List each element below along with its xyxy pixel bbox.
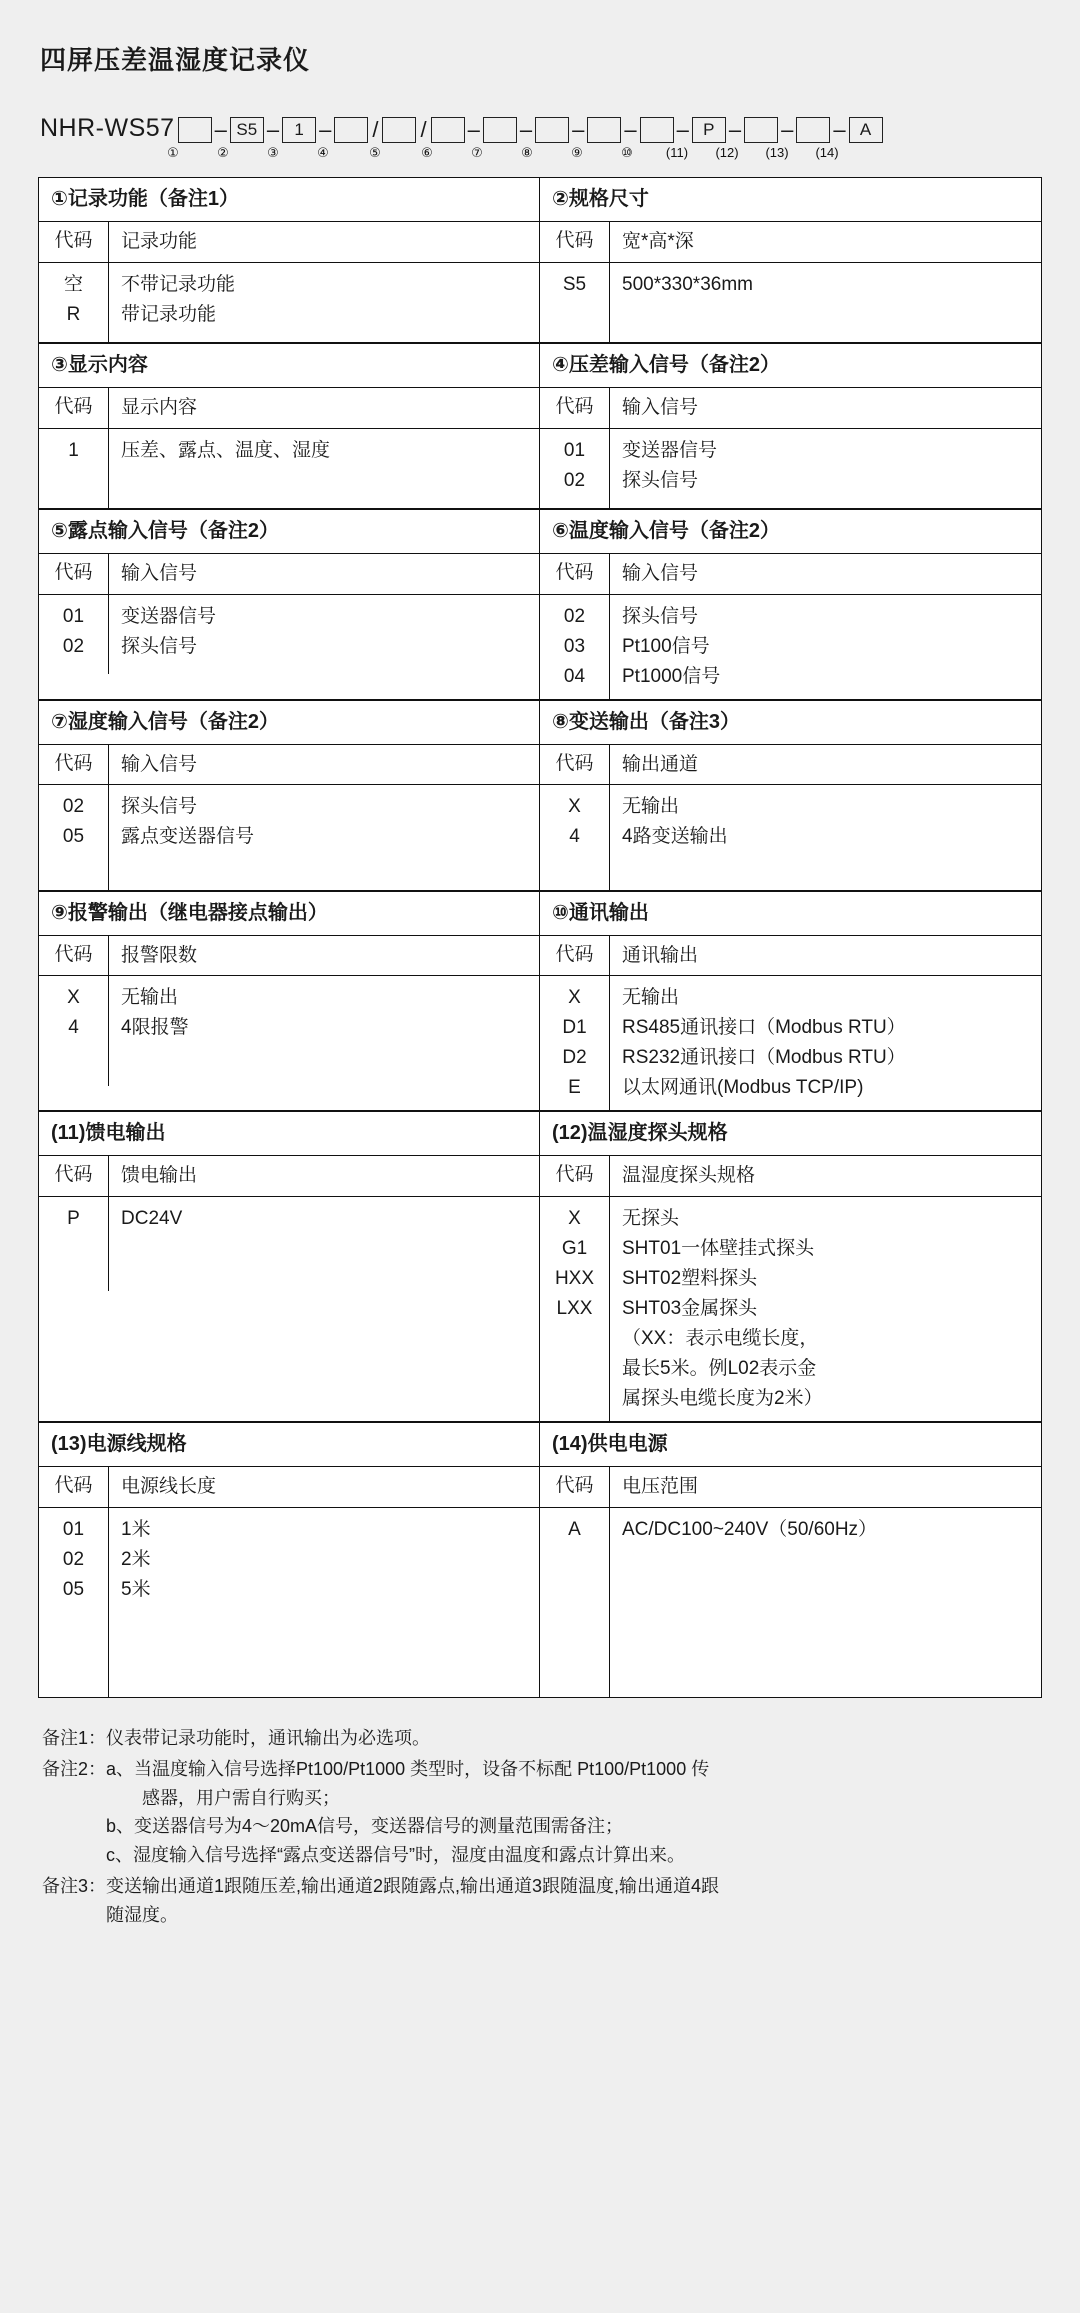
code-column bbox=[39, 785, 109, 889]
spec-block-14 bbox=[540, 1422, 1042, 1698]
model-slot-13[interactable] bbox=[796, 117, 830, 143]
separator-slash: / bbox=[372, 117, 379, 142]
column-header-value: 输入信号 bbox=[121, 753, 198, 775]
spec-block-4 bbox=[540, 343, 1042, 509]
spec-column-header bbox=[39, 936, 539, 977]
spec-block-body bbox=[540, 554, 1041, 699]
spec-block-7 bbox=[38, 700, 540, 891]
value-column bbox=[610, 429, 1041, 508]
spec-row-value: 探头信号 bbox=[622, 469, 699, 491]
spec-row-value: 无输出 bbox=[121, 987, 179, 1009]
column-header-code: 代码 bbox=[39, 554, 109, 594]
spec-block-row bbox=[38, 1111, 1042, 1422]
code-column bbox=[39, 263, 109, 342]
spec-row-code: P bbox=[67, 1207, 80, 1229]
spec-row-code bbox=[542, 1324, 607, 1354]
spec-column-header bbox=[540, 936, 1041, 977]
value-column bbox=[109, 976, 539, 1085]
separator-slash: / bbox=[420, 117, 427, 142]
spec-row-value: SHT02塑料探头 bbox=[622, 1267, 758, 1289]
spec-block-body bbox=[39, 1467, 539, 1697]
spec-row-value: 变送器信号 bbox=[121, 605, 217, 627]
spec-row-code: S5 bbox=[562, 273, 587, 295]
spec-block-9 bbox=[38, 891, 540, 1112]
spec-column-header bbox=[39, 745, 539, 786]
model-index-10: ⑩ bbox=[621, 145, 633, 160]
spec-block-heading: (13)电源线规格 bbox=[39, 1423, 539, 1467]
code-column bbox=[39, 1508, 109, 1697]
code-column bbox=[39, 595, 109, 674]
spec-row-value: RS485通讯接口（Modbus RTU） bbox=[622, 1017, 906, 1039]
spec-row-code: A bbox=[568, 1518, 581, 1540]
spec-row-value: 2米 bbox=[121, 1548, 151, 1570]
column-header-code: 代码 bbox=[39, 1156, 109, 1196]
spec-row-code: 01 bbox=[62, 1518, 85, 1540]
spec-rows bbox=[39, 785, 539, 889]
spec-rows bbox=[540, 595, 1041, 699]
spec-block-heading: ①记录功能（备注1） bbox=[39, 178, 539, 222]
spec-column-header bbox=[540, 554, 1041, 595]
note-1-body: 仪表带记录功能时，通讯输出为必选项。 bbox=[106, 1727, 431, 1748]
column-header-code: 代码 bbox=[39, 388, 109, 428]
note-3-label: 备注3： bbox=[42, 1875, 107, 1896]
spec-column-header bbox=[540, 388, 1041, 429]
spec-row-value: 变送器信号 bbox=[622, 439, 718, 461]
spec-block-heading: ③显示内容 bbox=[39, 344, 539, 388]
spec-row-value: 5米 bbox=[121, 1578, 151, 1600]
spec-row-value: Pt100信号 bbox=[622, 635, 710, 657]
spec-row-code: 05 bbox=[62, 826, 85, 848]
spec-row-value: RS232通讯接口（Modbus RTU） bbox=[622, 1047, 906, 1069]
model-index-8: ⑧ bbox=[521, 145, 533, 160]
spec-block-body bbox=[39, 554, 539, 674]
spec-row-code: D1 bbox=[562, 1017, 587, 1039]
spec-block-row bbox=[38, 343, 1042, 509]
model-index-7: ⑦ bbox=[471, 145, 483, 160]
spec-row-value: 4路变送输出 bbox=[622, 826, 728, 848]
spec-rows bbox=[39, 429, 539, 508]
column-header-code: 代码 bbox=[540, 1156, 610, 1196]
note-3 bbox=[42, 1872, 1042, 1930]
spec-block-body bbox=[540, 388, 1041, 508]
spec-column-header bbox=[39, 1467, 539, 1508]
spec-block-body bbox=[39, 745, 539, 890]
model-index-1: ① bbox=[167, 145, 179, 160]
spec-row-code: 03 bbox=[563, 635, 586, 657]
code-column bbox=[540, 429, 610, 508]
spec-block-heading: ⑧变送输出（备注3） bbox=[540, 701, 1041, 745]
spec-row-value: Pt1000信号 bbox=[622, 665, 721, 687]
separator-dash: – bbox=[833, 117, 846, 142]
code-column bbox=[540, 1197, 610, 1421]
column-header-code: 代码 bbox=[540, 745, 610, 785]
spec-block-body bbox=[39, 388, 539, 508]
spec-column-header bbox=[540, 1156, 1041, 1197]
spec-block-10 bbox=[540, 891, 1042, 1112]
spec-row-value: 属探头电缆长度为2米） bbox=[622, 1387, 823, 1409]
model-slot-3[interactable]: 1 bbox=[282, 117, 316, 143]
model-index-4: ④ bbox=[317, 145, 329, 160]
spec-block-body bbox=[540, 1467, 1041, 1697]
code-column bbox=[540, 976, 610, 1110]
model-slot-7[interactable] bbox=[483, 117, 517, 143]
model-slot-2[interactable]: S5 bbox=[230, 117, 264, 143]
model-slot-14[interactable]: A bbox=[849, 117, 883, 143]
value-column bbox=[610, 1508, 1041, 1697]
spec-rows bbox=[39, 1197, 539, 1291]
spec-block-body bbox=[540, 745, 1041, 890]
spec-row-value: SHT01一体壁挂式探头 bbox=[622, 1237, 815, 1259]
spec-row-code: LXX bbox=[556, 1297, 593, 1319]
model-prefix: NHR-WS57 bbox=[40, 114, 175, 142]
spec-row-code: 01 bbox=[62, 605, 85, 627]
code-column bbox=[39, 1197, 109, 1291]
code-column bbox=[540, 785, 610, 889]
spec-row-value: AC/DC100~240V（50/60Hz） bbox=[622, 1518, 878, 1540]
model-slot-5[interactable] bbox=[382, 117, 416, 143]
separator-dash: – bbox=[214, 117, 227, 142]
spec-block-6 bbox=[540, 509, 1042, 700]
spec-row-code: 1 bbox=[68, 439, 79, 461]
footer-notes bbox=[38, 1724, 1042, 1930]
spec-block-5 bbox=[38, 509, 540, 700]
spec-row-code: 02 bbox=[563, 469, 586, 491]
spec-rows bbox=[540, 976, 1041, 1110]
spec-rows bbox=[540, 1197, 1041, 1421]
spec-row-code: 空 bbox=[63, 273, 83, 295]
spec-row-value: 压差、露点、温度、湿度 bbox=[121, 439, 331, 461]
spec-column-header bbox=[540, 222, 1041, 263]
spec-row-value: 探头信号 bbox=[121, 796, 198, 818]
note-2-label: 备注2： bbox=[42, 1758, 107, 1779]
note-1 bbox=[42, 1724, 1042, 1753]
column-header-value: 显示内容 bbox=[121, 397, 198, 418]
code-column bbox=[540, 263, 610, 342]
model-index-11: (11) bbox=[665, 145, 689, 160]
spec-row-value: 500*330*36mm bbox=[622, 273, 753, 295]
spec-rows bbox=[540, 785, 1041, 889]
value-column bbox=[109, 1508, 539, 1697]
column-header-value: 宽*高*深 bbox=[622, 231, 694, 252]
model-slot-10[interactable] bbox=[640, 117, 674, 143]
spec-column-header bbox=[540, 745, 1041, 786]
value-column bbox=[610, 263, 1041, 342]
spec-row-value: 无输出 bbox=[622, 796, 680, 818]
spec-block-11 bbox=[38, 1111, 540, 1422]
spec-row-code: X bbox=[568, 796, 581, 818]
spec-rows bbox=[540, 263, 1041, 342]
spec-blocks bbox=[38, 177, 1042, 1698]
spec-row-value: 无探头 bbox=[622, 1207, 680, 1229]
column-header-value: 报警限数 bbox=[121, 944, 198, 966]
spec-block-body bbox=[39, 936, 539, 1086]
spec-row-code: 02 bbox=[62, 635, 85, 657]
separator-dash: – bbox=[624, 117, 637, 142]
column-header-code: 代码 bbox=[39, 936, 109, 976]
spec-block-heading: ⑨报警输出（继电器接点输出） bbox=[39, 892, 539, 936]
spec-row-code: X bbox=[568, 1207, 581, 1229]
spec-rows bbox=[39, 976, 539, 1085]
spec-block-heading: ⑤露点输入信号（备注2） bbox=[39, 510, 539, 554]
spec-block-body bbox=[39, 1156, 539, 1291]
separator-dash: – bbox=[519, 117, 533, 142]
model-index-line bbox=[40, 145, 1042, 161]
spec-row-code: HXX bbox=[554, 1267, 595, 1289]
spec-block-row bbox=[38, 509, 1042, 700]
page-title: 四屏压差温湿度记录仪 bbox=[40, 45, 311, 75]
spec-row-value: SHT03金属探头 bbox=[622, 1297, 758, 1319]
separator-dash: – bbox=[572, 117, 585, 142]
column-header-value: 输入信号 bbox=[622, 563, 699, 584]
separator-dash: – bbox=[728, 117, 742, 142]
spec-block-13 bbox=[38, 1422, 540, 1698]
spec-row-code: X bbox=[67, 987, 80, 1009]
spec-block-row bbox=[38, 700, 1042, 891]
model-index-12: (12) bbox=[715, 145, 739, 160]
spec-row-code: 02 bbox=[563, 605, 586, 627]
spec-row-value: 不带记录功能 bbox=[121, 273, 236, 295]
spec-row-code: 02 bbox=[62, 796, 85, 818]
model-slot-11[interactable]: P bbox=[692, 117, 726, 143]
spec-row-value: 以太网通讯(Modbus TCP/IP) bbox=[622, 1077, 864, 1099]
spec-row-value: 探头信号 bbox=[121, 635, 198, 657]
spec-row-value: 1米 bbox=[121, 1518, 151, 1540]
spec-row-value: 带记录功能 bbox=[121, 303, 217, 325]
code-column bbox=[540, 595, 610, 699]
column-header-value: 输出通道 bbox=[622, 753, 699, 775]
spec-column-header bbox=[39, 222, 539, 263]
spec-row-value: 无输出 bbox=[622, 987, 680, 1009]
separator-dash: – bbox=[266, 117, 280, 142]
column-header-value: 输入信号 bbox=[622, 397, 699, 418]
spec-block-body bbox=[540, 936, 1041, 1111]
column-header-code: 代码 bbox=[39, 222, 109, 262]
value-column bbox=[109, 429, 539, 508]
spec-rows bbox=[540, 1508, 1041, 1697]
spec-block-heading: (12)温湿度探头规格 bbox=[540, 1112, 1041, 1156]
spec-block-heading: ⑩通讯输出 bbox=[540, 892, 1041, 936]
model-slot-8[interactable] bbox=[535, 117, 569, 143]
spec-row-code: 05 bbox=[62, 1578, 85, 1600]
note-2-line-4: c、湿度输入信号选择“露点变送器信号”时，湿度由温度和露点计算出来。 bbox=[106, 1845, 686, 1866]
value-column bbox=[109, 785, 539, 889]
model-slot-9[interactable] bbox=[587, 117, 621, 143]
model-index-13: (13) bbox=[765, 145, 789, 160]
model-index-5: ⑤ bbox=[369, 145, 381, 160]
column-header-value: 电源线长度 bbox=[121, 1475, 217, 1497]
model-index-14: (14) bbox=[815, 145, 839, 160]
column-header-code: 代码 bbox=[39, 1467, 109, 1507]
column-header-code: 代码 bbox=[540, 936, 610, 976]
note-3-line-2: 随湿度。 bbox=[106, 1904, 179, 1925]
spec-rows bbox=[39, 595, 539, 674]
spec-row-code: G1 bbox=[561, 1237, 588, 1259]
spec-block-row bbox=[38, 891, 1042, 1112]
note-3-line-1: 变送输出通道1跟随压差,输出通道2跟随露点,输出通道3跟随温度,输出通道4跟 bbox=[106, 1875, 720, 1896]
spec-rows bbox=[540, 429, 1041, 508]
spec-block-12 bbox=[540, 1111, 1042, 1422]
spec-block-heading: ②规格尺寸 bbox=[540, 178, 1041, 222]
separator-dash: – bbox=[676, 117, 689, 142]
code-column bbox=[39, 976, 109, 1085]
spec-row-code: 01 bbox=[563, 439, 586, 461]
note-2-line-2: 感器，用户需自行购买； bbox=[142, 1787, 341, 1808]
model-slot-12[interactable] bbox=[744, 117, 778, 143]
separator-dash: – bbox=[319, 117, 332, 142]
spec-row-value: 4限报警 bbox=[121, 1017, 189, 1039]
column-header-value: 电压范围 bbox=[622, 1475, 699, 1497]
spec-rows bbox=[39, 263, 539, 342]
spec-row-code bbox=[542, 1384, 607, 1414]
note-3-body bbox=[106, 1872, 1042, 1930]
spec-row-value: DC24V bbox=[121, 1207, 183, 1229]
note-2-line-1: a、当温度输入信号选择Pt100/Pt1000 类型时，设备不标配 Pt100/Pt1000 传 bbox=[106, 1758, 710, 1779]
note-2-line-3: b、变送器信号为4～20mA信号，变送器信号的测量范围需备注； bbox=[106, 1816, 624, 1837]
spec-row-code: 04 bbox=[563, 665, 586, 687]
separator-dash: – bbox=[467, 117, 480, 142]
spec-block-heading: ⑦湿度输入信号（备注2） bbox=[39, 701, 539, 745]
column-header-code: 代码 bbox=[540, 388, 610, 428]
code-column bbox=[540, 1508, 610, 1697]
value-column bbox=[610, 595, 1041, 699]
spec-block-row bbox=[38, 1422, 1042, 1698]
spec-row-code: 4 bbox=[68, 1017, 79, 1039]
value-column bbox=[109, 1197, 539, 1291]
spec-block-2 bbox=[540, 177, 1042, 343]
spec-block-body bbox=[540, 222, 1041, 342]
spec-block-row bbox=[38, 177, 1042, 343]
spec-column-header bbox=[39, 1156, 539, 1197]
column-header-value: 馈电输出 bbox=[121, 1165, 198, 1187]
value-column bbox=[109, 263, 539, 342]
value-column bbox=[610, 1197, 1041, 1421]
spec-block-body bbox=[540, 1156, 1041, 1421]
spec-row-value: （XX：表示电缆长度， bbox=[622, 1327, 819, 1349]
value-column bbox=[109, 595, 539, 674]
spec-row-code: E bbox=[568, 1077, 581, 1099]
model-slot-6[interactable] bbox=[431, 117, 465, 143]
spec-row-code bbox=[542, 1354, 607, 1384]
spec-row-code: 4 bbox=[569, 826, 580, 848]
spec-row-value: 最长5米。例L02表示金 bbox=[622, 1357, 817, 1379]
column-header-code: 代码 bbox=[540, 554, 610, 594]
spec-block-8 bbox=[540, 700, 1042, 891]
spec-block-heading: (11)馈电输出 bbox=[39, 1112, 539, 1156]
model-slot-4[interactable] bbox=[334, 117, 368, 143]
column-header-code: 代码 bbox=[540, 1467, 610, 1507]
column-header-value: 温湿度探头规格 bbox=[622, 1165, 756, 1187]
model-index-9: ⑨ bbox=[571, 145, 583, 160]
model-slot-1[interactable] bbox=[178, 117, 212, 143]
spec-column-header bbox=[39, 388, 539, 429]
spec-column-header bbox=[540, 1467, 1041, 1508]
model-index-6: ⑥ bbox=[421, 145, 433, 160]
spec-column-header bbox=[39, 554, 539, 595]
spec-row-code: X bbox=[568, 987, 581, 1009]
value-column bbox=[610, 785, 1041, 889]
column-header-value: 输入信号 bbox=[121, 563, 198, 584]
model-index-3: ③ bbox=[267, 145, 279, 160]
column-header-value: 记录功能 bbox=[121, 231, 198, 252]
note-2-body bbox=[106, 1755, 1042, 1870]
column-header-code: 代码 bbox=[39, 745, 109, 785]
column-header-code: 代码 bbox=[540, 222, 610, 262]
note-1-label: 备注1： bbox=[42, 1727, 107, 1748]
spec-row-code: R bbox=[66, 303, 81, 325]
spec-row-code: D2 bbox=[562, 1047, 587, 1069]
separator-dash: – bbox=[781, 117, 794, 142]
note-2 bbox=[42, 1755, 1042, 1870]
spec-block-heading: ④压差输入信号（备注2） bbox=[540, 344, 1041, 388]
code-column bbox=[39, 429, 109, 508]
spec-block-heading: (14)供电电源 bbox=[540, 1423, 1041, 1467]
spec-block-1 bbox=[38, 177, 540, 343]
model-index-2: ② bbox=[217, 145, 229, 160]
spec-rows bbox=[39, 1508, 539, 1697]
spec-block-heading: ⑥温度输入信号（备注2） bbox=[540, 510, 1041, 554]
spec-row-value: 露点变送器信号 bbox=[121, 826, 255, 848]
value-column bbox=[610, 976, 1041, 1110]
column-header-value: 通讯输出 bbox=[622, 944, 699, 966]
spec-row-code: 02 bbox=[62, 1548, 85, 1570]
spec-row-value: 探头信号 bbox=[622, 605, 699, 627]
spec-block-body bbox=[39, 222, 539, 342]
model-code-line bbox=[40, 103, 1042, 143]
spec-block-3 bbox=[38, 343, 540, 509]
